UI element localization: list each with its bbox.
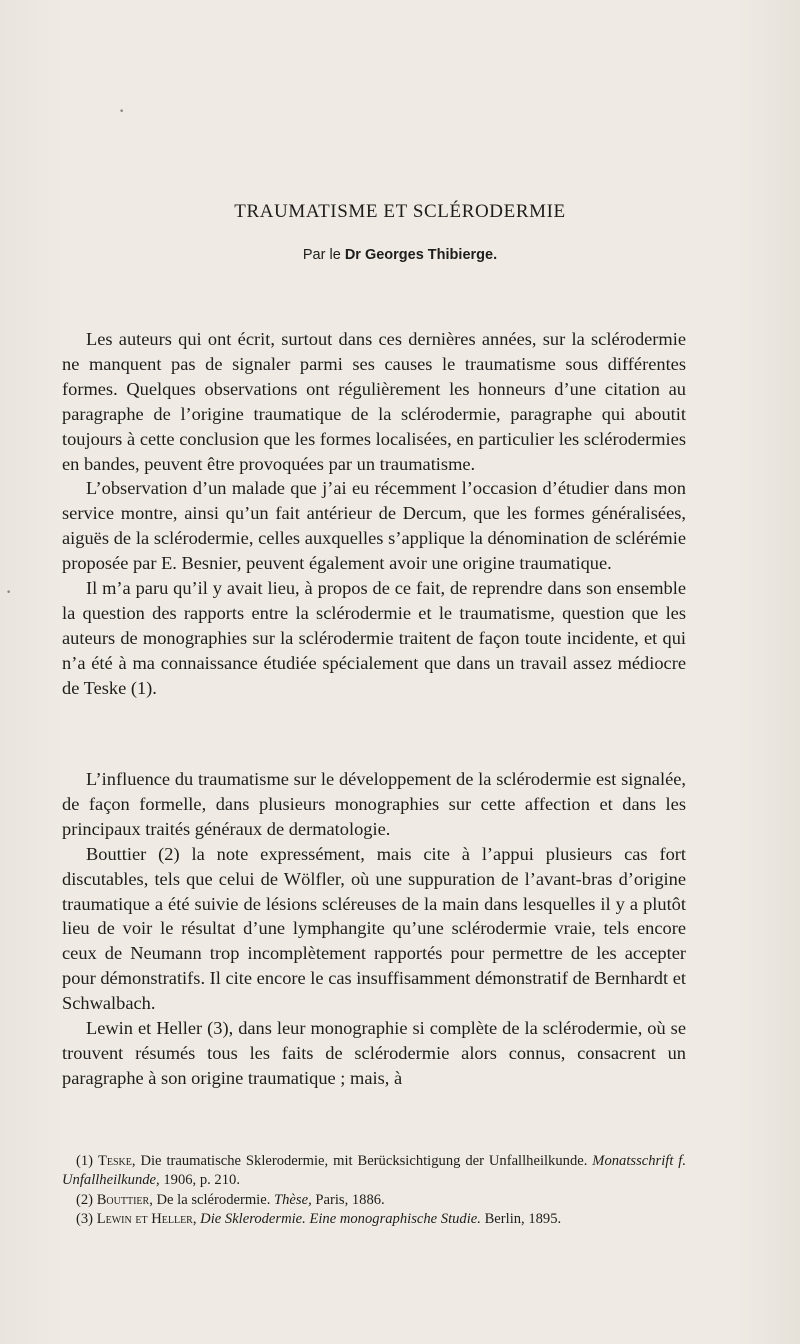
footnote-author: Teske, [97,1153,136,1169]
footnote-2 [62,1191,686,1210]
article-title: TRAUMATISME ET SCLÉRODERMIE [234,201,566,222]
footnote-3 [62,1210,686,1229]
paragraph: L’observation d’un malade que j’ai eu récemment l’occasion d’étudier dans mon service montre, ainsi qu’un fait antérieur de Dercum, que les formes généralisées, aiguës de la sclérodermie, celles auxquelles s’applique la dénomination de sclérémie proposée par E. Besnier, peuvent également avoir une origine traumatique. [62,478,686,574]
specks-mark: • [119,107,125,117]
footnote-text: De la sclérodermie. [156,1191,271,1208]
footnote-details: Berlin, 1895. [484,1210,562,1227]
footnote-number: (1) [76,1153,94,1169]
footnote-1 [62,1152,686,1191]
byline-prefix: Par le [302,247,341,263]
byline [0,247,800,263]
footnote-title: Die Sklerodermie. Eine monographische Studie. [200,1210,481,1227]
paragraph: Les auteurs qui ont écrit, surtout dans ces dernières années, sur la sclérodermie ne manquent pas de signaler parmi ses causes le traumatisme sous différentes formes. Quelques observations ont régulièrement les honneurs d’une citation au paragraphe de l’origine traumatique de la sclérodermie, paragraphe qui aboutit toujours à cette conclusion que les formes localisées, en particulier les sclérodermies en bandes, peuvent être provoquées par un traumatisme. [62,329,686,474]
paragraph: Lewin et Heller (3), dans leur monographie si complète de la sclérodermie, où se trouvent résumés tous les faits de sclérodermie alors connus, consacrent un paragraphe à son origine traumatique ; mais, à [62,1018,686,1088]
footnote-details: Paris, 1886. [315,1191,385,1208]
footnote-journal: Monatsschrift f. Unfallheilkunde, [62,1153,686,1189]
author-name: Dr Georges Thibierge. [344,247,498,263]
paragraph: L’influence du traumatisme sur le développement de la sclérodermie est signalée, de façon formelle, dans plusieurs monographies sur cette affection et dans les principaux traités généraux de dermatologie. [62,769,686,839]
paragraph: Il m’a paru qu’il y avait lieu, à propos de ce fait, de reprendre dans son ensemble la question des rapports entre la sclérodermie et le traumatisme, question que les auteurs de monographies sur la sclérodermie traitent de façon toute incidente, et qui n’a été à ma connaissance étudiée spécialement que dans un travail assez médiocre de Teske (1). [62,578,686,698]
body-section-2 [62,767,686,1091]
footnote-journal: Thèse, [274,1191,312,1208]
specks-mark: • [6,588,12,598]
paragraph: Bouttier (2) la note expressément, mais cite à l’appui plusieurs cas fort discutables, tels que celui de Wölfler, où une suppuration de l’avant-bras d’origine traumatique a été suivie de lésions scléreuses de la main dans lesquelles il y a plutôt lieu de voir le résultat d’une lymphangite qu’une sclérodermie vraie, tels encore ceux de Neumann trop incomplètement rapportés pour permettre de les accepter pour démonstratifs. Il cite encore le cas insuffisamment démonstratif de Bernhardt et Schwalbach. [62,843,686,1014]
footnote-author: Bouttier, [96,1191,153,1208]
footnote-author: Lewin et Heller, [96,1210,197,1227]
footnote-number: (3) [76,1210,94,1227]
body-section-1 [62,327,686,701]
footnote-text: Die traumatische Sklerodermie, mit Berücksichtigung der Unfallheilkunde. [140,1153,588,1169]
footnotes [62,1152,686,1229]
footnote-details: 1906, p. 210. [163,1172,240,1189]
footnote-number: (2) [76,1191,94,1208]
